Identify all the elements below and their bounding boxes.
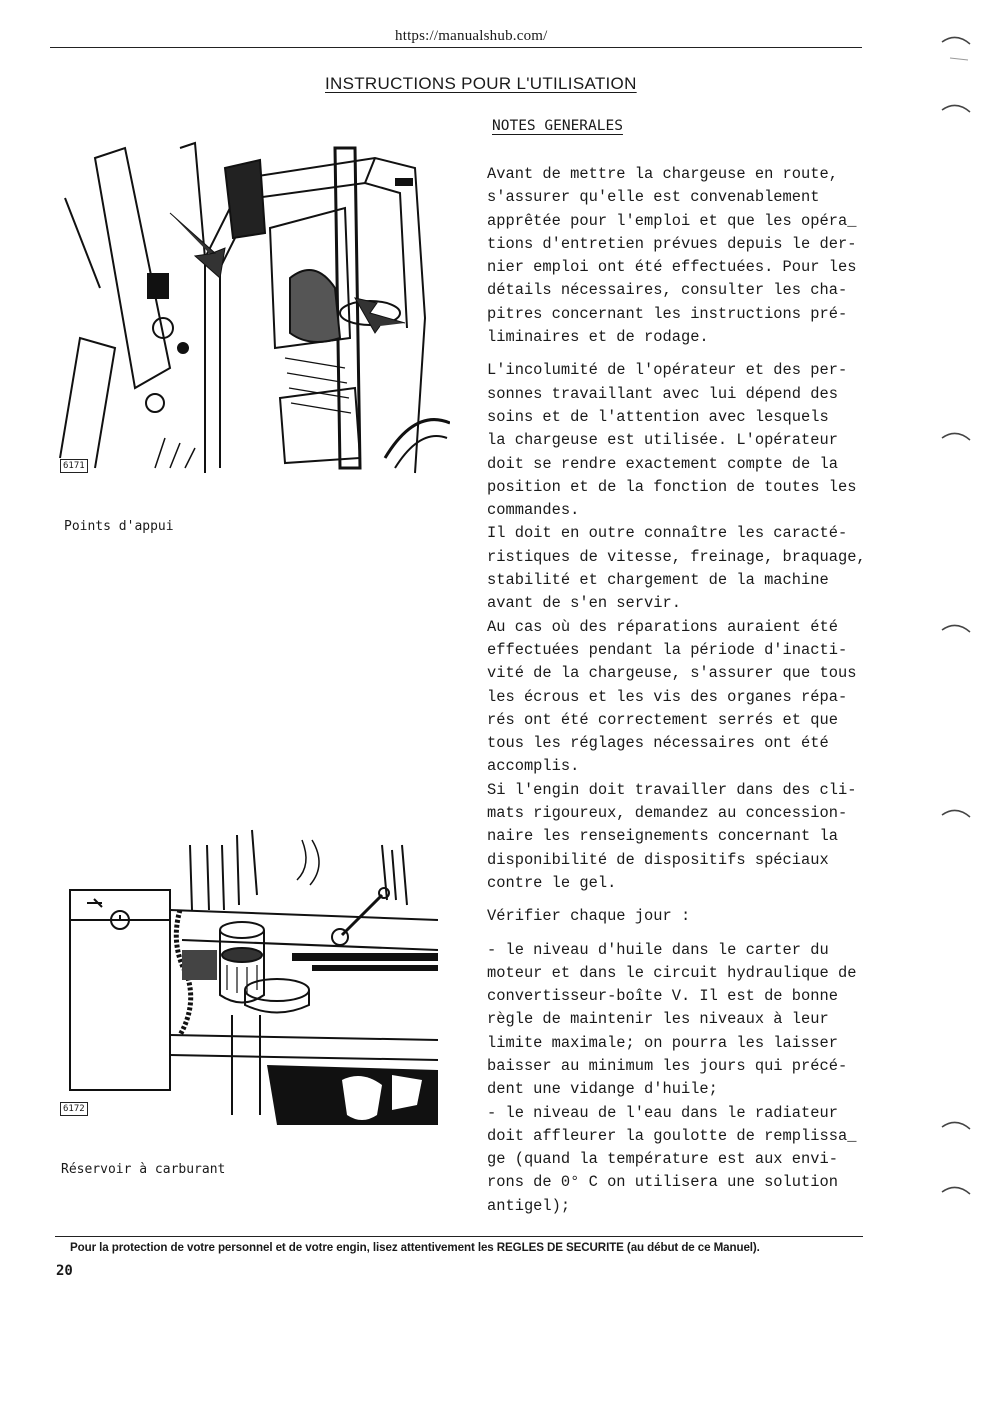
body-line: accomplis.	[487, 757, 580, 776]
body-line: dent une vidange d'huile;	[487, 1080, 718, 1099]
fuel-tank-illustration	[62, 825, 438, 1125]
body-line: contre le gel.	[487, 873, 617, 892]
notes-title: NOTES GENERALES	[492, 118, 623, 134]
section-title: INSTRUCTIONS POUR L'UTILISATION	[325, 74, 637, 93]
paragraph-gap	[487, 895, 907, 905]
bottom-rule	[55, 1236, 863, 1237]
body-line: disponibilité de dispositifs spéciaux	[487, 850, 829, 869]
top-rule	[50, 47, 862, 48]
binder-mark-icon	[938, 620, 974, 650]
body-line: Au cas où des réparations auraient été	[487, 617, 838, 636]
page-number: 20	[56, 1263, 73, 1279]
body-line: - le niveau de l'eau dans le radiateur	[487, 1103, 838, 1122]
body-line: liminaires et de rodage.	[487, 328, 709, 347]
figure-2-tag: 6172	[60, 1102, 88, 1116]
binder-mark-icon	[938, 1182, 974, 1212]
binder-mark-icon	[938, 100, 974, 130]
body-line: position et de la fonction de toutes les	[487, 477, 857, 496]
body-line: Si l'engin doit travailler dans des cli-	[487, 780, 857, 799]
body-line: commandes.	[487, 501, 580, 520]
binder-mark-icon	[938, 32, 974, 62]
body-line: rons de 0° C on utilisera une solution	[487, 1173, 838, 1192]
body-line: Il doit en outre connaître les caracté-	[487, 524, 848, 543]
body-line: stabilité et chargement de la machine	[487, 571, 829, 590]
body-line: limite maximale; on pourra les laisser	[487, 1033, 838, 1052]
body-line: tions d'entretien prévues depuis le der-	[487, 234, 857, 253]
body-line: règle de maintenir les niveaux à leur	[487, 1010, 829, 1029]
figure-2-caption: Réservoir à carburant	[61, 1162, 226, 1177]
body-line: doit affleurer la goulotte de remplissa_	[487, 1126, 857, 1145]
binder-mark-icon	[938, 805, 974, 835]
paragraph-gap	[487, 349, 907, 359]
body-line: ristiques de vitesse, freinage, braquage,	[487, 547, 866, 566]
body-line: vité de la chargeuse, s'assurer que tous	[487, 664, 857, 683]
body-line: s'assurer qu'elle est convenablement	[487, 188, 820, 207]
body-line: L'incolumité de l'opérateur et des per-	[487, 361, 848, 380]
body-line: ge (quand la température est aux envi-	[487, 1150, 838, 1169]
body-text	[487, 163, 907, 1218]
body-line: antigel);	[487, 1196, 571, 1215]
figure-1-caption: Points d'appui	[64, 519, 174, 534]
loader-cab-illustration	[55, 138, 450, 483]
body-line: apprêtée pour l'emploi et que les opéra_	[487, 211, 857, 230]
body-line: Avant de mettre la chargeuse en route,	[487, 165, 838, 183]
body-line: les écrous et les vis des organes répa-	[487, 687, 848, 706]
body-line: naire les renseignements concernant la	[487, 827, 838, 846]
body-line: pitres concernant les instructions pré-	[487, 304, 848, 323]
body-line: mats rigoureux, demandez au concession-	[487, 804, 848, 823]
body-line: avant de s'en servir.	[487, 594, 681, 613]
header-url: https://manualshub.com/	[395, 28, 548, 44]
figure-1-tag: 6171	[60, 459, 88, 473]
binder-mark-icon	[938, 428, 974, 458]
body-line: tous les réglages nécessaires ont été	[487, 734, 829, 753]
body-line: nier emploi ont été effectuées. Pour les	[487, 258, 857, 277]
body-line: baisser au minimum les jours qui précé-	[487, 1056, 848, 1075]
body-line: doit se rendre exactement compte de la	[487, 454, 838, 473]
body-line: - le niveau d'huile dans le carter du	[487, 940, 829, 959]
body-line: convertisseur-boîte V. Il est de bonne	[487, 987, 838, 1006]
body-line: moteur et dans le circuit hydraulique de	[487, 963, 857, 982]
binder-mark-icon	[938, 1117, 974, 1147]
body-line: rés ont été correctement serrés et que	[487, 710, 838, 729]
safety-footer-note: Pour la protection de votre personnel et de votre engin, lisez attentivement les REGLES DE SECURITE (au début de ce Manuel).	[70, 1241, 760, 1254]
body-line: effectuées pendant la période d'inacti-	[487, 640, 848, 659]
body-line: sonnes travaillant avec lui dépend des	[487, 384, 838, 403]
paragraph-gap	[487, 929, 907, 939]
body-line: soins et de l'attention avec lesquels	[487, 407, 829, 426]
body-line: Vérifier chaque jour :	[487, 907, 691, 926]
body-line: la chargeuse est utilisée. L'opérateur	[487, 431, 838, 450]
body-line: détails nécessaires, consulter les cha-	[487, 281, 848, 300]
